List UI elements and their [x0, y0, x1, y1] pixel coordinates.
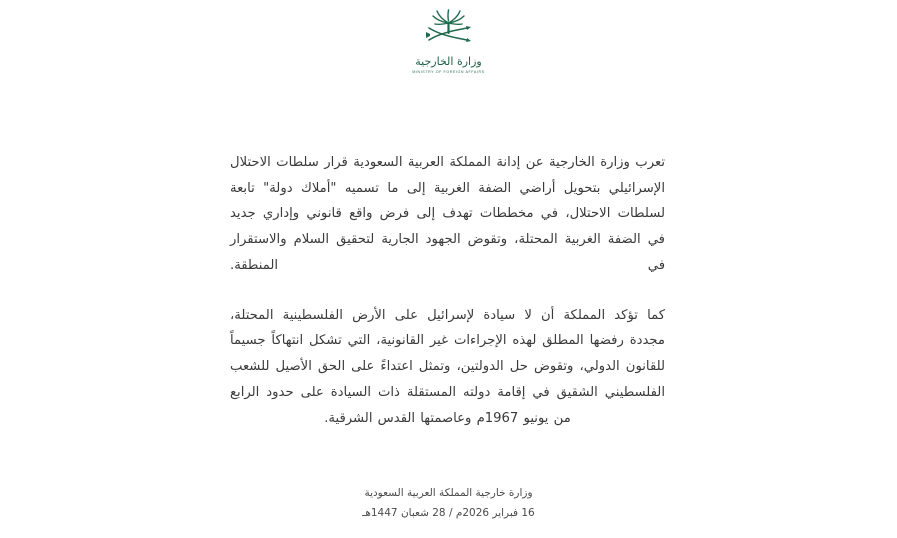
footer-organization: وزارة خارجية المملكة العربية السعودية: [364, 487, 533, 500]
footer-date: 16 فبراير 2026م / 28 شعبان 1447هـ: [362, 507, 535, 520]
saudi-emblem-palm-swords-icon: [423, 8, 475, 54]
emblem-subtext: MINISTRY OF FOREIGN AFFAIRS: [412, 69, 485, 75]
statement-paragraph: تعرب وزارة الخارجية عن إدانة المملكة العربية السعودية قرار سلطات الاحتلال الإسرائيلي بتحويل أراضي الضفة الغربية إلى ما تسميه "أملاك دولة" تابعة لسلطات الاحتلال، في مخططات تهدف إلى فرض واقع قانوني وإداري جديد في الضفة الغربية المحتلة، وتقوض الجهود الجارية لتحقيق السلام والاستقرار في المنطقة.: [230, 155, 665, 273]
emblem-wordmark: وزارة الخارجية: [415, 55, 482, 68]
statement-body: [230, 150, 665, 431]
document-footer: [0, 484, 897, 524]
ministry-emblem: [401, 8, 497, 90]
statement-paragraph: كما تؤكد المملكة أن لا سيادة لإسرائيل على الأرض الفلسطينية المحتلة، مجددة رفضها المطلق لهذه الإجراءات غير القانونية، التي تشكل انتهاكاً جسيماً للقانون الدولي، وتقوض حل الدولتين، وتمثل اعتداءً على الحق الأصيل للشعب الفلسطيني الشقيق في إقامة دولته المستقلة ذات السيادة على حدود الرابع من يونيو 1967م وعاصمتها القدس الشرقية.: [230, 307, 665, 426]
document-header: [0, 8, 897, 90]
